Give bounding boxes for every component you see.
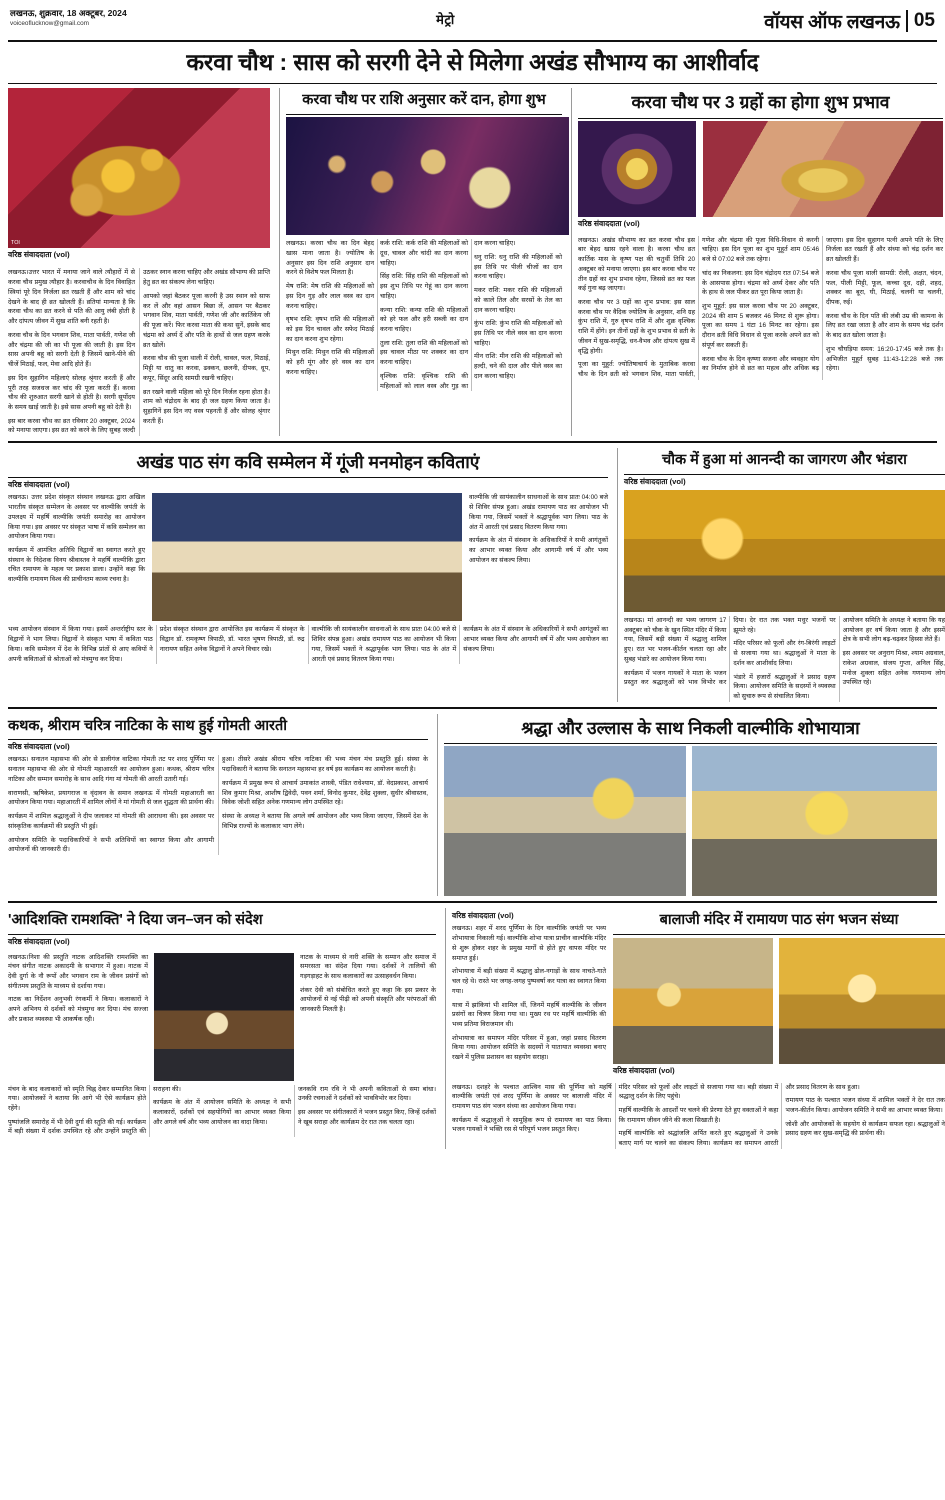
article-gomti-aarti — [8, 714, 428, 896]
paragraph: रामायण पाठ के पश्चात भजन संध्या में शामिल भक्तों ने देर रात तक भजन-कीर्तन किया। आयोजन समिति ने सभी का आभार व्यक्त किया। — [785, 1097, 945, 1114]
article-rashi-daan — [279, 88, 562, 436]
paragraph: करवा चौथ के दिन भगवान शिव, माता पार्वती, गणेश जी और चंद्रमा की जी का भी पूजा की जाती है। इस दिन सास अपनी बहू को सरगी देती है जिसमें खाने-पीने की चीजें मिठाई, फल, मेवा आदि होते हैं। — [8, 331, 135, 369]
article-body — [624, 616, 945, 702]
article-photos — [444, 746, 937, 896]
article-jagran-bhandara — [617, 448, 945, 702]
paragraph: करवा चौथ के दिन कृष्णा सजना और व्यवहार योग का निर्माण होने से व्रत का महत्व और अधिक बढ़ जाएगा। इस दिन सुहागन पत्नी अपने पति के लिए निर्जला व्रत रखती हैं और संध्या को चंद्र दर्शन कर व्रत खोलती हैं। — [702, 236, 943, 373]
paragraph: कार्यक्रम में शामिल श्रद्धालुओं ने दीप जलाकर मां गोमती की आराधना की। इस अवसर पर सांस्कृतिक कार्यक्रमों की प्रस्तुति भी हुई। — [8, 813, 214, 830]
byline: वरिष्ठ संवाददाता (vol) — [624, 476, 686, 486]
paragraph: भंडारे में हजारों श्रद्धालुओं ने प्रसाद ग्रहण किया। आयोजन समिति के सदस्यों ने व्यवस्था को सुचारु रूप से संचालित किया। — [733, 673, 836, 700]
paragraph: महर्षि वाल्मीकि को श्रद्धांजलि अर्पित करते हुए श्रद्धालुओं ने उनके बताए मार्ग पर चलने का संकल्प लिया। कार्यक्रम का समापन आरती और प्रसाद वितरण के साथ हुआ। — [618, 1083, 860, 1148]
paragraph: लखनऊ।उत्तर भारत में मनाया जाने वाले त्यौहारों में से करवा चौथ प्रमुख त्यौहार है। करवाचौथ के दिन विवाहित स्त्रियां पूरे दिन निर्जला व्रत रखती हैं और शाम को चांद देखने के बाद ही व्रत खोलती हैं। व्रतियां मान्यता है कि करवा चौथ का व्रत करने से पति की आयु लंबी होती है और दांपत्य जीवन में सुख शांति बनी रहती है। — [8, 269, 135, 326]
article-headline: बालाजी मंदिर में रामायण पाठ संग भजन संध्या — [659, 911, 899, 928]
karwa-chauth-thali-photo — [8, 88, 270, 248]
byline: वरिष्ठ संवाददाता (vol) — [8, 742, 70, 752]
paragraph: इस अवसर पर अनुराग मिश्रा, श्याम अग्रवाल, राकेश अग्रवाल, संजय गुप्ता, अनिल सिंह, मनोज शुक्ला सहित अनेक गणमान्य लोग उपस्थित रहे। — [842, 650, 945, 687]
article-top-row — [8, 953, 436, 1081]
bhandara-jagran-photo — [624, 490, 945, 612]
article-balaji-ramayan-path — [445, 908, 945, 1149]
section-karwa-chauth — [8, 88, 943, 436]
paragraph: लखनऊ। शहर में शरद पूर्णिमा के दिन वाल्मीकि जयंती पर भव्य शोभायात्रा निकाली गई। वाल्मीकि शोभा यात्रा प्राचीन वाल्मीकि मंदिर से शुरू होकर शहर के प्रमुख मार्गों से होते हुए वापस मंदिर पर समाप्त हुई। — [452, 925, 606, 962]
section-divider — [8, 441, 937, 443]
paragraph: जनकवि राम रवि ने भी अपनी कविताओं से समा बांधा। उनकी रचनाओं ने दर्शकों को भावविभोर कर दिया। — [298, 1085, 436, 1103]
byline: वरिष्ठ संवाददाता (vol) — [452, 910, 514, 920]
paragraph: चांद का निकलना: इस दिन चंद्रोदय रात 07:54 बजे के आसपास होगा। चंद्रमा को अर्घ्य देकर और पति के हाथ से जल पीकर व्रत पूरा किया जाता है। — [702, 269, 819, 297]
paragraph: कार्यक्रम में आमंत्रित अतिथि विद्वानों का स्वागत करते हुए संस्थान के निदेशक विनय श्रीवास्तव ने महर्षि वाल्मीकि द्वारा रचित रामायण के महत्व पर प्रकाश डाला। उन्होंने कहा कि वाल्मीकि रामायण विश्व की प्राचीनतम काव्य रचना है। — [8, 546, 145, 584]
article-adishakti-ramshakti — [8, 908, 436, 1149]
paragraph: कार्यक्रम में भजन गायकों ने माता के भजन प्रस्तुत कर श्रद्धालुओं को भाव विभोर कर दिया। देर रात तक भक्त मधुर भजनों पर झूमते रहे। — [624, 616, 836, 687]
article-body-left — [8, 493, 145, 621]
paragraph: वृश्चिक राशि: वृश्चिक राशि की महिलाओं को लाल वस्त्र और गुड़ का दान करना चाहिए। — [380, 240, 516, 390]
paragraph: मेष राशि: मेष राशि की महिलाओं को इस दिन गुड़ और लाल वस्त्र का दान करना चाहिए। — [286, 283, 374, 310]
shobha-yatra-chariot-photo — [692, 746, 937, 896]
paragraph: कार्यक्रम के अंत में संस्थान के अधिकारियों ने सभी आगंतुकों का आभार व्यक्त किया और आगामी वर्ष में और भव्य आयोजन का संकल्प लिया। — [463, 626, 608, 653]
paragraph: नाटक के माध्यम से नारी शक्ति के सम्मान और समाज में समरसता का संदेश दिया गया। दर्शकों ने तालियों की गड़गड़ाहट के साथ कलाकारों का उत्साहवर्धन किया। — [300, 953, 436, 980]
article-body-below — [8, 625, 608, 664]
paragraph: भव्य आयोजन संस्थान में किया गया। इसमें अन्तर्राष्ट्रीय स्तर के विद्वानों ने भाग लिया। विद्वानों ने संस्कृत भाषा में कविता पाठ किया। कवि सम्मेलन में देश के विभिन्न प्रांतों से आए कवियों ने अपनी कविताओं से श्रोताओं को मंत्रमुग्ध कर दिया। — [8, 626, 153, 663]
adishakti-drama-photo — [154, 953, 294, 1081]
paragraph: संस्था के अध्यक्ष ने बताया कि अगले वर्ष आयोजन और भव्य किया जाएगा, जिसमें देश के विभिन्न राज्यों के कलाकार भाग लेंगे। — [222, 813, 428, 830]
paragraph: महर्षि वाल्मीकि के आदर्शों पर चलने की प्रेरणा देते हुए वक्ताओं ने कहा कि रामायण जीवन जीने की कला सिखाती है। — [618, 1107, 779, 1124]
article-headline: अखंड पाठ संग कवि सम्मेलन में गूंजी मनमोहन कविताएं — [136, 452, 480, 473]
paragraph: आपको जहां बैठकर पूजा करनी है उस स्थान को साफ कर लें और वहां आसन बिछा लें, आसन पर बैठकर भगवान शिव, माता पार्वती, गणेश जी और कार्तिकेय जी की पूजा करें। फिर करवा माता की कथा सुनें, इसके बाद चंद्रमा को अर्घ्य दें और पति के हाथों से जल ग्रहण करके व्रत खोलें। — [143, 292, 270, 349]
paragraph: मंदिर परिसर को फूलों और रंग-बिरंगी लाइटों से सजाया गया था। श्रद्धालुओं ने माता के दर्शन कर आशीर्वाद लिया। — [733, 640, 836, 667]
masthead-left — [10, 8, 127, 28]
paragraph: वाल्मीकि जी सायंकालीन साधनाओं के साथ प्रातः 04:00 बजे से शिविर संपन्न हुआ। अखंड रामायण पाठ का आयोजन भी किया गया, जिसमें भक्तों ने श्रद्धापूर्वक भाग लिया। पाठ के अंत में आरती एवं प्रसाद वितरण किया गया। — [311, 626, 457, 663]
paragraph: शुभ चौघड़िया समय: 16:20-17:45 बजे तक है। अभिजीत मुहूर्त सुबह 11:43-12:28 बजे तक रहेगा। — [826, 345, 943, 373]
masthead-right — [764, 8, 935, 34]
paragraph: यात्रा में झांकियां भी शामिल थीं, जिनमें महर्षि वाल्मीकि के जीवन प्रसंगों का चित्रण किया गया था। मुख्य रथ पर महर्षि वाल्मीकि की भव्य प्रतिमा विराजमान थी। — [452, 1001, 606, 1028]
paragraph: प्रदेश संस्कृत संस्थान द्वारा आयोजित इस कार्यक्रम में संस्कृत के विद्वान डॉ. रामकृष्ण त्रिपाठी, डॉ. भारत भूषण त्रिपाठी, डॉ. रुद्र नारायण सहित अनेक विद्वानों ने अपने विचार रखे। — [159, 626, 305, 653]
paragraph: सिंह राशि: सिंह राशि की महिलाओं को इस शुभ तिथि पर गेहूं का दान करना चाहिए। — [380, 273, 468, 300]
paragraph: लखनऊ। अखंड सौभाग्य का व्रत करवा चौथ इस बार बेहद खास रहने वाला है। करवा चौथ व्रत कार्तिक मास के कृष्ण पक्ष की चतुर्थी तिथि 20 अक्टूबर को मनाया जाएगा। इस बार करवा चौथ पर तीन ग्रहों का शुभ प्रभाव रहेगा, जिससे व्रत का फल कई गुना बढ़ जाएगा। — [578, 236, 695, 293]
article-body-right — [469, 493, 608, 621]
contact-email: voiceoflucknow@gmail.com — [10, 19, 89, 27]
paragraph: शंकर देवी को संबोधित करते हुए कहा कि इस प्रकार के आयोजनों से नई पीढ़ी को अपनी संस्कृति और परंपराओं की जानकारी मिलती है। — [300, 986, 436, 1014]
paragraph: हुआ। तीसरे अखंड श्रीराम चरित्र नाटिका की भव्य मंचन मंच प्रस्तुति हुई। संस्था के पदाधिकारी ने बताया कि सनातन महासभा हर वर्ष इस कार्यक्रम का आयोजन करती है। — [222, 756, 428, 774]
paragraph: धनु राशि: धनु राशि की महिलाओं को इस तिथि पर पीली चीजों का दान करना चाहिए। — [474, 253, 562, 281]
article-headline: करवा चौथ पर राशि अनुसार करें दान, होगा शुभ — [302, 92, 546, 109]
paragraph: लखनऊ। दशहरे के पश्चात आश्विन मास की पूर्णिमा को महर्षि वाल्मीकि जयंती एवं शरद पूर्णिमा के अवसर पर बालाजी मंदिर में रामायण पाठ संग भजन संध्या का आयोजन किया गया। — [452, 1083, 612, 1110]
section-shobha-yatra — [8, 714, 937, 896]
paragraph: वाराणसी, ऋषिकेश, प्रयागराज व वृंदावन के समान लखनऊ में गोमती महाआरती का आयोजन किया गया। महाआरती में शामिल लोगों ने मां गोमती से जल शुद्धता की प्रार्थना की। — [8, 789, 214, 807]
photo-credit: TOI — [11, 240, 20, 247]
paragraph: तुला राशि: तुला राशि की महिलाओं को इस चावल मीठा पर शक्कर का दान करना चाहिए। — [380, 339, 468, 367]
section-name: मेट्रो — [436, 12, 455, 27]
paragraph: व्रत रखने वाली महिला को पूरे दिन निर्जल रहना होता है। शाम को चंद्रोदय के बाद ही जल ग्रहण किया जाता है। सुहागिनें इस दिन नए वस्त्र पहनती हैं और सोलह श्रृंगार करती हैं। — [143, 388, 270, 425]
kavi-sammelan-stage-photo — [152, 493, 462, 621]
paragraph: वाल्मीकि जी सायंकालीन साधनाओं के साथ प्रातः 04:00 बजे से शिविर संपन्न हुआ। अखंड रामायण पाठ का आयोजन भी किया गया, जिसमें भक्तों ने श्रद्धापूर्वक भाग लिया। पाठ के अंत में आरती एवं प्रसाद वितरण किया गया। — [469, 494, 608, 531]
article-body — [578, 236, 943, 380]
balaji-bhajan-photo — [613, 938, 773, 1064]
paragraph: कार्यक्रम में श्रद्धालुओं ने सामूहिक रूप से रामायण का पाठ किया। भजन गायकों ने भक्ति रस से परिपूर्ण भजन प्रस्तुत किए। — [452, 1116, 612, 1134]
paragraph: कन्या राशि: कन्या राशि की महिलाओं को हरे फल और हरी सब्जी का दान करना चाहिए। — [380, 306, 468, 333]
paragraph: मंचन के बाद कलाकारों को स्मृति चिह्न देकर सम्मानित किया गया। आयोजकों ने बताया कि आगे भी ऐसे कार्यक्रम होते रहेंगे। — [8, 1085, 146, 1112]
byline: वरिष्ठ संवाददाता (vol) — [8, 480, 70, 490]
paragraph: करवा चौथ के दिन पति की लंबी उम्र की कामना के लिए व्रत रखा जाता है और शाम के समय चंद्र दर्शन के बाद व्रत खोला जाता है। — [826, 312, 943, 340]
paragraph: इस अवसर पर संगीतकारों ने भजन प्रस्तुत किए, जिन्हें दर्शकों ने खूब सराहा और कार्यक्रम देर रात तक चलता रहा। — [298, 1109, 436, 1126]
paragraph: नाटक का निर्देशन अनुभवी रंगकर्मी ने किया। कलाकारों ने अपने अभिनय से दर्शकों को मंत्रमुग्ध कर दिया। मंच सज्जा और प्रकाश व्यवस्था भी आकर्षक रही। — [8, 996, 148, 1023]
paragraph: पूजा का मुहूर्त: ज्योतिषाचार्य के मुताबिक करवा चौथ के दिन व्रती को भगवान शिव, माता पार्वती, गणेश और चंद्रमा की पूजा विधि-विधान से करनी चाहिए। इस दिन पूजा का शुभ मुहूर्त शाम 05:46 बजे से 07:02 बजे तक रहेगा। — [578, 236, 819, 379]
shobha-yatra-street-photo — [444, 746, 686, 896]
paragraph: करवा चौथ की पूजा थाली में रोली, चावल, फल, मिठाई, मिट्टी या धातु का करवा, ढक्कन, छलनी, दीपक, धूप, कपूर, सिंदूर आदि सामग्री रखनी चाहिए। — [143, 355, 270, 382]
main-headline: करवा चौथ : सास को सरगी देने से मिलेगा अखंड सौभाग्य का आशीर्वाद — [186, 49, 759, 75]
paragraph: जोशी और आयोजकों के सहयोग से कार्यक्रम सफल रहा। श्रद्धालुओं ने प्रसाद ग्रहण कर सुख-समृद्धि की प्रार्थना की। — [785, 1120, 945, 1138]
byline: वरिष्ठ संवाददाता (vol) — [8, 250, 70, 260]
article-photos — [613, 938, 945, 1064]
paragraph: वृषभ राशि: वृषभ राशि की महिलाओं को इस दिन चावल और सफेद मिठाई का दान करना शुभ रहेगा। — [286, 316, 374, 343]
section-drama-bhajan — [8, 908, 945, 1149]
article-karwa-chauth-main — [8, 88, 270, 436]
paragraph: मिथुन राशि: मिथुन राशि की महिलाओं को हरी मूंग और हरे वस्त्र का दान करना चाहिए। — [286, 349, 374, 376]
paragraph: पुष्पांजलि समारोह में भी देवी दुर्गा की स्तुति की गई। कार्यक्रम में बड़ी संख्या में दर्शक उपस्थित रहे और उन्होंने प्रस्तुति की सराहना की। — [8, 1085, 181, 1136]
article-three-planets — [571, 88, 943, 436]
headline-rule — [8, 83, 937, 84]
article-body — [452, 1083, 945, 1149]
article-top-row — [578, 121, 943, 217]
article-body — [286, 239, 562, 391]
paragraph: मंदिर परिसर को फूलों और लाइटों से सजाया गया था। बड़ी संख्या में श्रद्धालु दर्शन के लिए पहुंचे। — [618, 1083, 779, 1101]
article-kavi-sammelan — [8, 448, 608, 702]
paragraph: शोभायात्रा का समापन मंदिर परिसर में हुआ, जहां प्रसाद वितरण किया गया। आयोजन समिति के सदस्यों ने यातायात व्यवस्था बनाए रखने में पुलिस प्रशासन का सहयोग सराहा। — [452, 1034, 606, 1062]
article-headline: 'आदिशक्ति रामशक्ति' ने दिया जन–जन को संदेश — [8, 911, 263, 928]
paragraph: मकर राशि: मकर राशि की महिलाओं को काले तिल और सरसों के तेल का दान करना चाहिए। — [474, 287, 562, 314]
section-divider — [8, 707, 937, 709]
article-header-row — [452, 908, 945, 1079]
paragraph: कार्यक्रम के अंत में आयोजन समिति के अध्यक्ष ने सभी कलाकारों, दर्शकों एवं सहयोगियों का आभार व्यक्त किया और अगले वर्ष और भव्य आयोजन का वादा किया। — [153, 1099, 291, 1126]
paragraph: कार्यक्रम में प्रमुख रूप से आचार्य उमाकांत शास्त्री, पंडित राधेश्याम, डॉ. वेदप्रकाश, आचार्य शिव कुमार मिश्रा, आशीष द्विवेदी, पवन शर्मा, विनोद कुमार, देवेंद्र शुक्ला, सुधीर श्रीवास्तव, विवेक जोशी सहित अनेक गणमान्य लोग उपस्थित रहे। — [222, 779, 428, 807]
paragraph: लखनऊ। मां आनन्दी का भव्य जागरण 17 अक्टूबर को चौक के खुन स्थित मंदिर में किया गया, जिसमें बड़ी संख्या में श्रद्धालु शामिल हुए। रात भर भजन-कीर्तन चलता रहा और सुबह भंडारे का आयोजन किया गया। — [624, 616, 727, 663]
paragraph: लखनऊ। करवा चौथ का दिन बेहद खास माना जाता है। ज्योतिष के अनुसार इस दिन राशि अनुसार दान करने से विशेष फल मिलता है। — [286, 240, 374, 277]
section-kavi-sammelan — [8, 448, 945, 702]
article-top-row — [8, 493, 608, 621]
paragraph: कर्क राशि: कर्क राशि की महिलाओं को दूध, चावल और चांदी का दान करना चाहिए। — [380, 240, 468, 267]
publication-title: वॉयस ऑफ लखनऊ — [764, 12, 900, 33]
article-body-below — [8, 1085, 436, 1138]
byline: वरिष्ठ संवाददाता (vol) — [578, 218, 640, 228]
paragraph: लखनऊ। सनातन महासभा की ओर से डालीगंज वाटिका गोमती तट पर शरद पूर्णिमा पर सनातन महासभा की ओर से गोमती महाआरती का आयोजन हुआ। कथक, श्रीराम चरित्र नाटिका और सम्मान समारोह के साथ आदि गंगा मां गोमती की आरती उतारी गई। — [8, 756, 214, 783]
paragraph: लखनऊ। उत्तर प्रदेश संस्कृत संस्थान लखनऊ द्वारा अखिल भारतीय संस्कृत सम्मेलन के अवसर पर वाल्मीकि जयंती के उपलक्ष्य में महर्षि वाल्मीकि जयंती समारोह का आयोजन किया गया। इस अवसर पर संस्कृत भाषा में कवि सम्मेलन का आयोजन किया गया। — [8, 494, 145, 541]
page-number: 05 — [906, 10, 935, 32]
section-divider — [8, 901, 937, 903]
article-headline: करवा चौथ पर 3 ग्रहों का होगा शुभ प्रभाव — [631, 92, 890, 113]
masthead — [8, 6, 937, 38]
paragraph: आयोजन समिति के पदाधिकारियों ने सभी अतिथियों का स्वागत किया और आगामी आयोजनों की जानकारी दी। — [8, 836, 214, 854]
paragraph: कुंभ राशि: कुंभ राशि की महिलाओं को इस तिथि पर नीले वस्त्र का दान करना चाहिए। — [474, 320, 562, 347]
shobha-yatra-continued — [452, 908, 606, 1079]
byline: वरिष्ठ संवाददाता (vol) — [613, 1065, 675, 1075]
paragraph: लखनऊ।निशा की प्रस्तुति नाटक आदिशक्ति रामशक्ति का मंचन संगीत नाटक अकादमी के सभागार में हुआ। नाटक में देवी दुर्गा के नौ रूपों और भगवान राम के जीवन प्रसंगों को संगीतमय प्रस्तुति के माध्यम से दर्शाया गया। — [8, 953, 148, 990]
paragraph: मीन राशि: मीन राशि की महिलाओं को हल्दी, चने की दाल और पीले वस्त्र का दान करना चाहिए। — [474, 353, 562, 380]
publication-date: लखनऊ, शुक्रवार, 18 अक्टूबर, 2024 — [10, 8, 127, 18]
article-headline: कथक, श्रीराम चरित्र नाटिका के साथ हुई गोमती आरती — [8, 717, 287, 734]
paragraph: करवा चौथ पर 3 ग्रहों का शुभ प्रभाव: इस साल करवा चौथ पर वैदिक ज्योतिष के अनुसार, शनि ग्रह कुंभ राशि में, गुरु वृषभ राशि में और शुक्र वृश्चिक राशि में होंगे। इन तीनों ग्रहों के शुभ प्रभाव से व्रती के जीवन में सुख-समृद्धि, धन-वैभव और दांपत्य सुख में वृद्धि होगी। — [578, 298, 695, 355]
paragraph: इस दिन सुहागिन महिलाएं सोलह श्रृंगार करती हैं और पूरी तरह सजधज कर चांद की पूजा करती हैं। करवा चौथ की शुरुआत सरगी खाने से होती है। सरगी सूर्योदय के समय खाई जाती है। इसे सास अपनी बहू को देती है। — [8, 374, 135, 411]
paragraph: इस बार करवा चौथ का व्रत रविवार 20 अक्टूबर, 2024 को मनाया जाएगा। इस व्रत को करने के लिए सुबह जल्दी उठकर स्नान करना चाहिए और अखंड सौभाग्य की प्राप्ति हेतु व्रत का संकल्प लेना चाहिए। — [8, 269, 270, 435]
karwa-chauth-hands-photo — [703, 121, 943, 217]
zodiac-planets-photo — [286, 117, 569, 235]
paragraph: कार्यक्रम के अंत में संस्थान के अधिकारियों ने सभी आगंतुकों का आभार व्यक्त किया और आगामी वर्ष में और भव्य आयोजन का संकल्प लिया। — [469, 537, 608, 564]
article-headline: श्रद्धा और उल्लास के साथ निकली वाल्मीकि शोभायात्रा — [521, 717, 860, 738]
balaji-temple-photo — [779, 938, 945, 1064]
article-body-right — [300, 953, 436, 1081]
zodiac-wheel-photo — [578, 121, 696, 217]
article-body — [8, 268, 270, 436]
paragraph: शुभ मुहूर्त: इस साल करवा चौथ पर 20 अक्टूबर, 2024 की शाम 5 बजकर 46 मिनट से शुरू होगा। पूजा का समय 1 घंटा 16 मिनट का रहेगा। इस दौरान व्रती विधि विधान से पूजा करके अपने व्रत को संपूर्ण कर सकती हैं। — [702, 302, 819, 349]
paragraph: शोभायात्रा में बड़ी संख्या में श्रद्धालु ढोल-नगाड़ों के साथ नाचते-गाते चल रहे थे। रास्ते भर जगह-जगह पुष्पवर्षा कर यात्रा का स्वागत किया गया। — [452, 968, 606, 995]
article-body-left — [8, 953, 148, 1081]
paragraph: करवा चौथ पूजा थाली सामग्री: रोली, अक्षत, चंदन, फल, पीली मिट्टी, फूल, कच्चा दूध, दही, शहद, शक्कर का बूरा, घी, मिठाई, चलनी या चलनी, दीपक, रुई। — [826, 269, 943, 306]
article-valmiki-shobha-yatra — [437, 714, 937, 896]
paragraph: आयोजन समिति के अध्यक्ष ने बताया कि यह आयोजन हर वर्ष किया जाता है और इसमें क्षेत्र के सभी लोग बढ़-चढ़कर हिस्सा लेते हैं। — [842, 616, 945, 644]
article-body — [8, 755, 428, 855]
article-headline: चौक में हुआ मां आनन्दी का जागरण और भंडारा — [662, 452, 907, 469]
byline: वरिष्ठ संवाददाता (vol) — [8, 936, 70, 946]
